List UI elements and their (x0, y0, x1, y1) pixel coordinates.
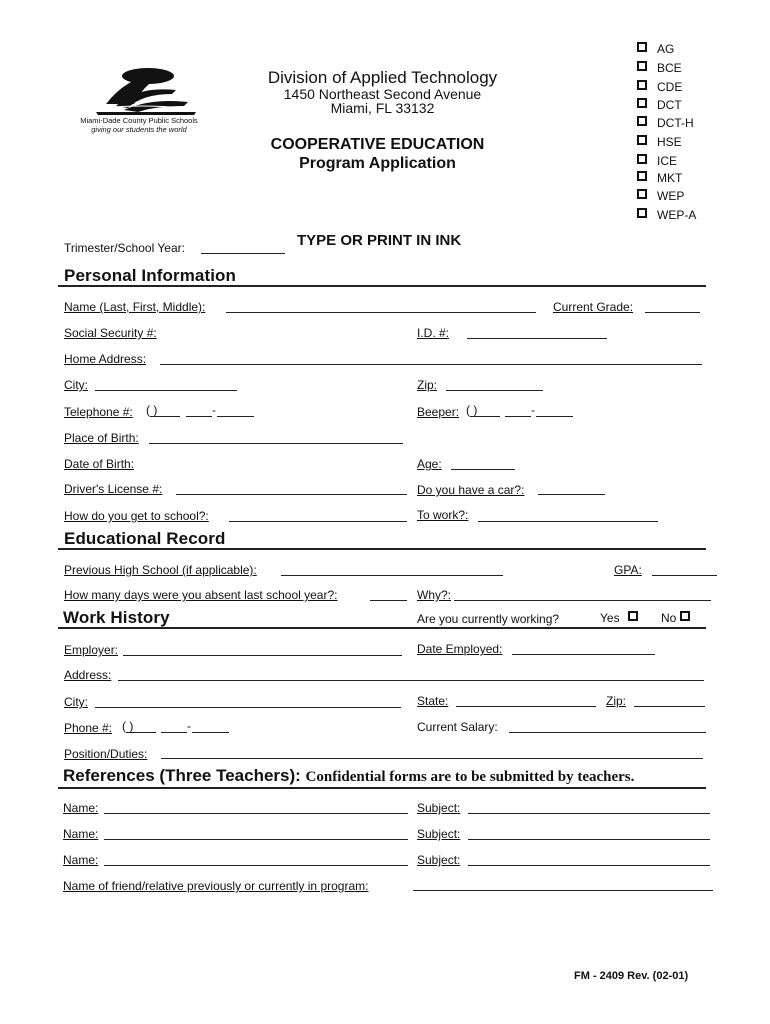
program-label: MKT (657, 171, 683, 185)
program-checkbox-dct[interactable] (637, 98, 647, 108)
reference-3-subject-field[interactable] (468, 865, 710, 866)
beeper-area-code: ( ) (466, 403, 478, 417)
work-phone-area-code: ( ) (122, 719, 134, 733)
car-label: Do you have a car?: (417, 483, 525, 497)
address-line-1: 1450 Northeast Second Avenue (283, 86, 482, 102)
section-divider (58, 285, 706, 287)
reference-subject-label: Subject: (417, 801, 461, 815)
section-divider (58, 787, 706, 789)
district-name: Miami-Dade County Public Schools (80, 116, 198, 125)
reference-name-label: Name: (63, 801, 99, 815)
reference-name-label: Name: (63, 853, 99, 867)
working-no-label: No (661, 611, 677, 625)
district-logo (76, 64, 206, 120)
birth-place-field[interactable] (149, 443, 403, 444)
program-checkbox-ice[interactable] (637, 154, 647, 164)
position-field[interactable] (161, 758, 703, 759)
references-heading-c: ): (289, 766, 306, 785)
zip-field[interactable] (446, 390, 543, 391)
reference-subject-label: Subject: (417, 827, 461, 841)
section-divider (58, 548, 706, 550)
program-checkbox-bce[interactable] (637, 61, 647, 71)
telephone-number-field[interactable] (217, 416, 254, 417)
references-note: Confidential forms are to be submitted by teachers. (305, 769, 635, 785)
work-phone-prefix-field[interactable] (161, 732, 187, 733)
working-question: Are you currently working? (417, 612, 560, 626)
work-city-label: City: (64, 695, 88, 709)
references-heading-b: Three Teachers (165, 766, 290, 785)
form-title: COOPERATIVE EDUCATION (270, 136, 485, 153)
to-work-label: To work?: (417, 508, 469, 522)
name-field[interactable] (226, 312, 536, 313)
references-heading-a: References ( (63, 766, 166, 785)
work-phone-dash: - (187, 719, 191, 733)
working-yes-label: Yes (600, 611, 620, 625)
employer-label: Employer: (64, 643, 119, 657)
program-label: DCT (657, 98, 682, 112)
form-subtitle: Program Application (299, 155, 456, 172)
gpa-label: GPA: (614, 563, 642, 577)
license-field[interactable] (176, 494, 407, 495)
why-label: Why?: (417, 588, 452, 602)
license-label: Driver's License #: (64, 482, 163, 496)
salary-label: Current Salary: (417, 720, 498, 734)
address-line-2: Miami, FL 33132 (330, 100, 435, 116)
work-zip-label: Zip: (606, 694, 627, 708)
working-yes-checkbox[interactable] (628, 611, 638, 621)
section-heading-work: Work History (63, 608, 170, 627)
trimester-label: Trimester/School Year: (64, 241, 185, 255)
work-phone-label: Phone #: (64, 721, 113, 735)
city-label: City: (64, 378, 88, 392)
telephone-area-code: ( ) (146, 403, 158, 417)
program-checkbox-hse[interactable] (637, 135, 647, 145)
program-label: BCE (657, 61, 682, 75)
reference-subject-label: Subject: (417, 853, 461, 867)
work-state-field[interactable] (456, 706, 596, 707)
program-label: HSE (657, 135, 682, 149)
section-heading-references (63, 766, 634, 786)
prev-school-label: Previous High School (if applicable): (64, 563, 257, 577)
reference-2-subject-field[interactable] (468, 839, 710, 840)
reference-1-subject-field[interactable] (468, 813, 710, 814)
telephone-area-field[interactable] (150, 416, 180, 417)
prev-school-field[interactable] (281, 575, 503, 576)
reference-name-label: Name: (63, 827, 99, 841)
program-label: WEP-A (657, 208, 697, 222)
zip-label: Zip: (417, 378, 438, 392)
program-checkbox-mkt[interactable] (637, 171, 647, 181)
beeper-label: Beeper: (417, 405, 460, 419)
work-city-field[interactable] (95, 707, 401, 708)
beeper-number-field[interactable] (536, 416, 573, 417)
division-title: Division of Applied Technology (267, 68, 498, 87)
work-state-label: State: (417, 694, 449, 708)
section-divider (58, 627, 706, 629)
program-label: WEP (657, 189, 685, 203)
friend-label: Name of friend/relative previously or currently in program: (63, 879, 369, 893)
position-label: Position/Duties: (64, 747, 148, 761)
birth-place-label: Place of Birth: (64, 431, 139, 445)
program-label: DCT-H (657, 116, 694, 130)
reference-3-name-field[interactable] (104, 865, 408, 866)
section-heading-education: Educational Record (64, 529, 226, 548)
program-checkbox-dct-h[interactable] (637, 116, 647, 126)
name-label: Name (Last, First, Middle): (64, 300, 206, 314)
gpa-field[interactable] (652, 575, 717, 576)
absent-label: How many days were you absent last school year?: (64, 588, 338, 602)
grade-label: Current Grade: (553, 300, 634, 314)
age-label: Age: (417, 457, 442, 471)
date-employed-label: Date Employed: (417, 642, 503, 656)
to-work-field[interactable] (478, 521, 658, 522)
program-label: ICE (657, 154, 678, 168)
telephone-label: Telephone #: (64, 405, 133, 419)
age-field[interactable] (451, 469, 515, 470)
logo-graphic (76, 64, 206, 120)
grade-field[interactable] (645, 312, 700, 313)
working-no-checkbox[interactable] (680, 611, 690, 621)
id-label: I.D. #: (417, 326, 450, 340)
program-checkbox-wep-a[interactable] (637, 208, 647, 218)
why-field[interactable] (454, 600, 711, 601)
id-field[interactable] (467, 338, 607, 339)
district-motto: giving our students the world (91, 125, 187, 134)
friend-field[interactable] (413, 890, 713, 891)
program-label: AG (657, 42, 675, 56)
trimester-field[interactable] (201, 253, 285, 254)
program-checkbox-wep[interactable] (637, 189, 647, 199)
telephone-dash: - (212, 403, 216, 417)
reference-2-name-field[interactable] (104, 839, 408, 840)
work-zip-field[interactable] (634, 706, 705, 707)
salary-field[interactable] (509, 732, 706, 733)
car-field[interactable] (538, 494, 605, 495)
type-or-print-notice: TYPE OR PRINT IN INK (297, 232, 462, 249)
birth-date-label: Date of Birth: (64, 457, 135, 471)
city-field[interactable] (95, 390, 237, 391)
work-address-field[interactable] (118, 680, 704, 681)
employer-field[interactable] (123, 655, 402, 656)
date-employed-field[interactable] (512, 654, 655, 655)
to-school-field[interactable] (229, 521, 407, 522)
telephone-prefix-field[interactable] (186, 416, 212, 417)
absent-field[interactable] (370, 600, 407, 601)
home-address-field[interactable] (160, 364, 702, 365)
program-checkbox-ag[interactable] (637, 42, 647, 52)
home-address-label: Home Address: (64, 352, 147, 366)
ssn-label: Social Security #: (64, 326, 157, 340)
beeper-area-field[interactable] (470, 416, 500, 417)
form-number: FM - 2409 Rev. (02-01) (574, 970, 689, 982)
work-phone-area-field[interactable] (126, 732, 156, 733)
beeper-prefix-field[interactable] (505, 416, 531, 417)
to-school-label: How do you get to school?: (64, 509, 209, 523)
work-address-label: Address: (64, 668, 112, 682)
beeper-dash: - (531, 403, 535, 417)
reference-1-name-field[interactable] (104, 813, 408, 814)
section-heading-personal: Personal Information (64, 266, 237, 285)
program-checkbox-cde[interactable] (637, 80, 647, 90)
program-label: CDE (657, 80, 683, 94)
work-phone-number-field[interactable] (192, 732, 229, 733)
